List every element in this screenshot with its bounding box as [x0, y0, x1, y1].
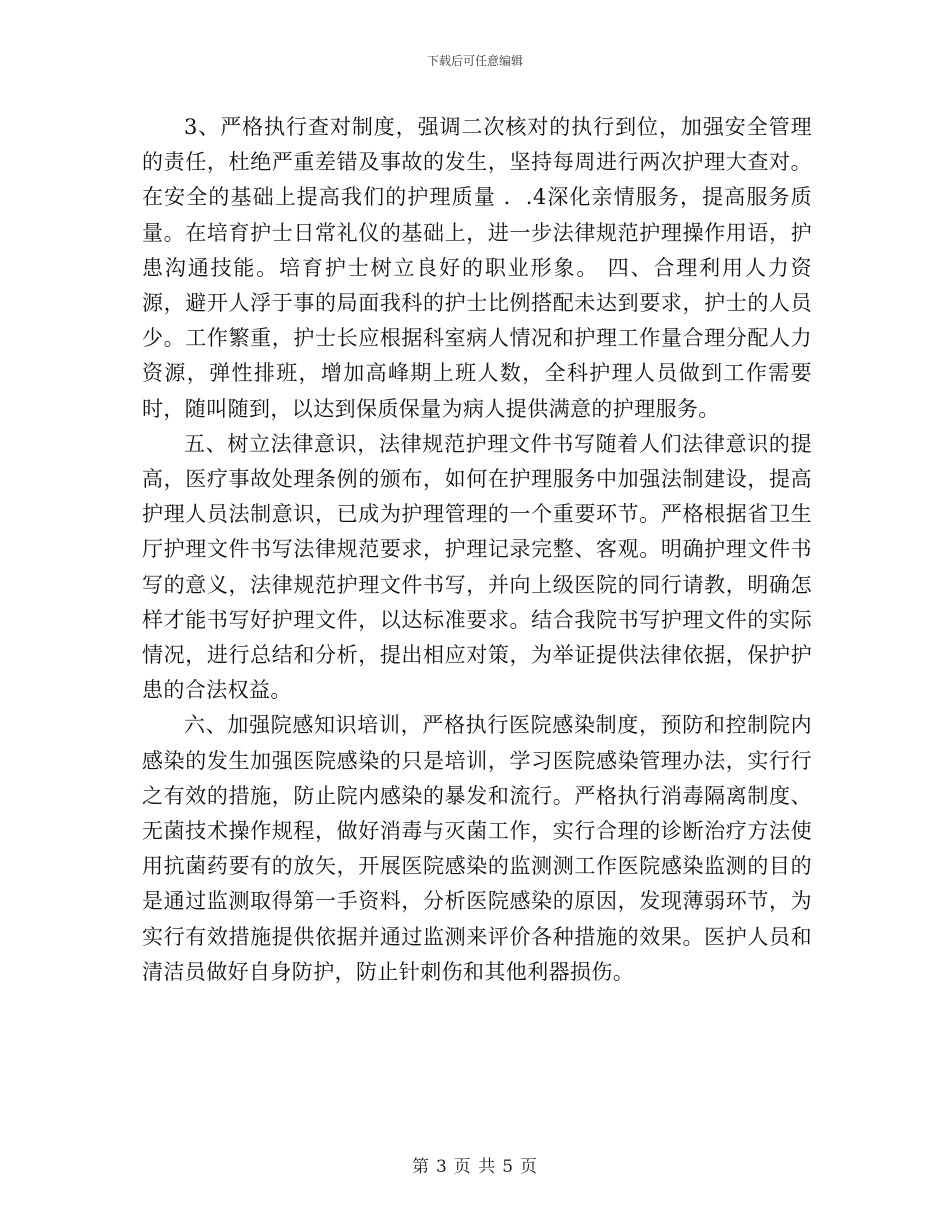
page-footer [0, 1152, 950, 1177]
document-body [142, 110, 812, 990]
paragraph-5: 五、树立法律意识，法律规范护理文件书写随着人们法律意识的提高，医疗事故处理条例的颁布，如何在护理服务中加强法制建设，提高护理人员法制意识，已成为护理管理的一个重要环节。严格根据省卫生厅护理文件书写法律规范要求，护理记录完整、客观。明确护理文件书写的意义，法律规范护理文件书写，并向上级医院的同行请教，明确怎样才能书写好护理文件，以达标准要求。结合我院书写护理文件的实际情况，进行总结和分析，提出相应对策，为举证提供法律依据，保护护患的合法权益。 [142, 431, 812, 703]
footer-prefix: 第 [411, 1157, 430, 1177]
paragraph-3: 3、严格执行查对制度，强调二次核对的执行到位，加强安全管理的责任，杜绝严重差错及事故的发生，坚持每周进行两次护理大查对。在安全的基础上提高我们的护理质量 ．.4深化亲情服务，提高服务质量。在培育护士日常礼仪的基础上，进一步法律规范护理操作用语，护患沟通技能。培育护士树立良好的职业形象。 四、合理利用人力资源，避开人浮于事的局面我科的护士比例搭配未达到要求，护士的人员少。工作繁重，护士长应根据科室病人情况和护理工作量合理分配人力资源，弹性排班，增加高峰期上班人数，全科护理人员做到工作需要时，随叫随到，以达到保质保量为病人提供满意的护理服务。 [142, 115, 812, 421]
page-header: 下载后可任意编辑 [426, 54, 523, 68]
footer-suffix: 页 [520, 1157, 539, 1177]
paragraph-6: 六、加强院感知识培训，严格执行医院感染制度，预防和控制院内感染的发生加强医院感染的只是培训，学习医院感染管理办法，实行行之有效的措施，防止院内感染的暴发和流行。严格执行消毒隔离制度、无菌技术操作规程，做好消毒与灭菌工作，实行合理的诊断治疗方法使用抗菌药要有的放矢，开展医院感染的监测测工作医院感染监测的目的是通过监测取得第一手资料，分析医院感染的原因，发现薄弱环节，为实行有效措施提供依据并通过监测来评价各种措施的效果。医护人员和清洁员做好自身防护，防止针刺伤和其他利器损伤。 [142, 713, 812, 984]
footer-page-number: 3 [435, 1157, 448, 1177]
footer-total-pages: 5 [502, 1157, 515, 1177]
footer-middle: 页 共 [453, 1157, 497, 1177]
